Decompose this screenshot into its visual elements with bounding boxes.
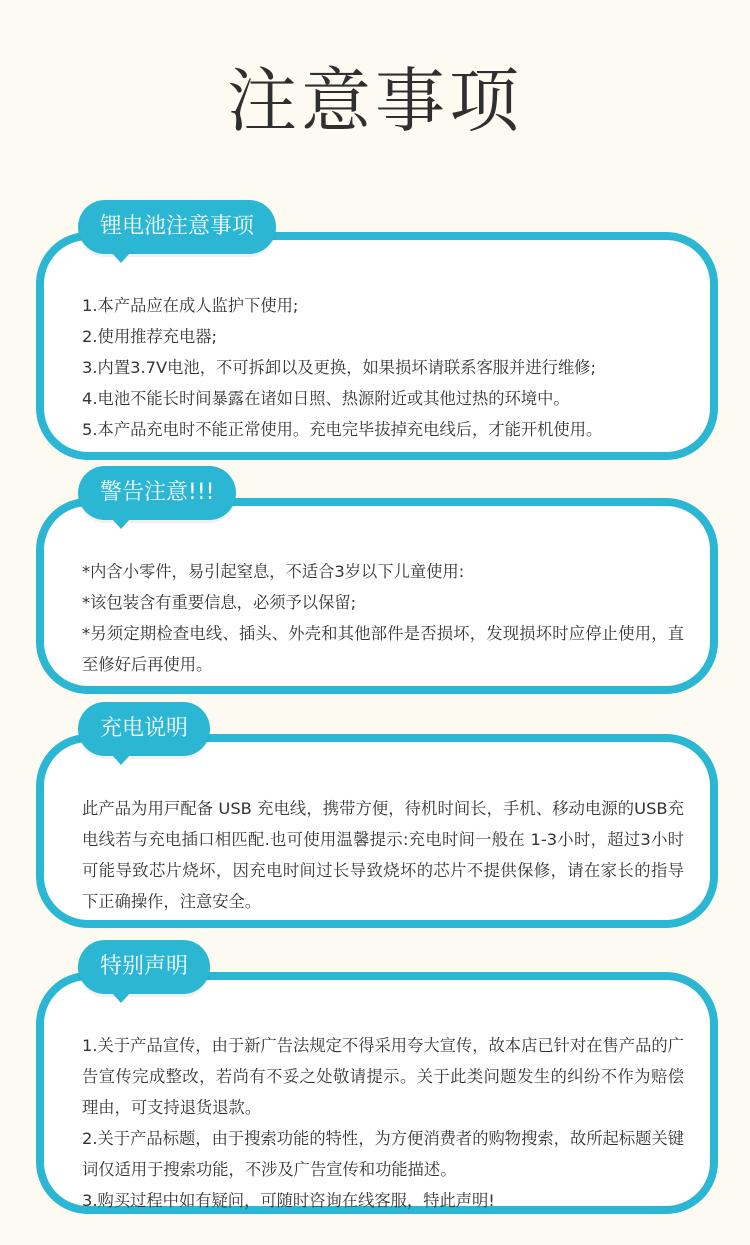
list-item: 3.内置3.7V电池，不可拆卸以及更换，如果损坏请联系客服并进行维修; xyxy=(82,358,596,377)
paragraph: 此产品为用戸配备 USB 充电线，携带方便，待机时间长，手机、移动电源的USB充电线若与充电插口相匹配.也可使用温馨提示:充电时间一般在 1-3小时，超过3小时可能导致芯片烧坏，因充电时间过长导致烧坏的芯片不提供保修，请在家长的指导下正确操作，注意安全。 xyxy=(82,799,684,911)
list-item: 1.关于产品宣传，由于新广告法规定不得采用夸大宣传，故本店已针对在售产品的广告宣传完成整改，若尚有不妥之处敬请提示。关于此类问题发生的纠纷不作为赔偿理由，可支持退货退款。 xyxy=(82,1036,684,1117)
section-heading-lithium-battery: 锂电池注意事项 xyxy=(78,200,276,254)
card-body xyxy=(82,793,684,917)
list-item: *内含小零件，易引起窒息，不适合3岁以下儿童使用: xyxy=(82,562,465,581)
section-heading-charging: 充电说明 xyxy=(78,702,210,756)
list-item: 2.关于产品标题，由于搜索功能的特性，为方便消费者的购物搜索，故所起标题关键词仅适用于搜索功能，不涉及广告宣传和功能描述。 xyxy=(82,1129,684,1179)
card-special-statement xyxy=(36,972,718,1214)
list-item: 1.本产品应在成人监护下使用; xyxy=(82,296,299,315)
list-item: 2.使用推荐充电器; xyxy=(82,327,217,346)
card-lithium-battery xyxy=(36,232,718,460)
list-item: *该包装含有重要信息，必须予以保留; xyxy=(82,593,357,612)
list-item: 4.电池不能长时间暴露在诸如日照、热源附近或其他过热的环境中。 xyxy=(82,389,570,408)
list-item: 3.购买过程中如有疑问，可随时咨询在线客服，特此声明! xyxy=(82,1191,495,1210)
list-item: *另须定期检查电线、插头、外壳和其他部件是否损坏，发现损坏时应停止使用，直至修好后再使用。 xyxy=(82,624,684,674)
card-charging-instructions xyxy=(36,734,718,928)
list-item: 5.本产品充电时不能正常使用。充电完毕拔掉充电线后，才能开机使用。 xyxy=(82,420,603,439)
page-title: 注意事项 xyxy=(227,60,523,142)
card-body xyxy=(82,556,684,680)
card-warning xyxy=(36,498,718,694)
section-heading-warning: 警告注意!!! xyxy=(78,466,236,520)
section-heading-special-statement: 特别声明 xyxy=(78,940,210,994)
card-body xyxy=(82,290,684,445)
card-body xyxy=(82,1030,684,1216)
